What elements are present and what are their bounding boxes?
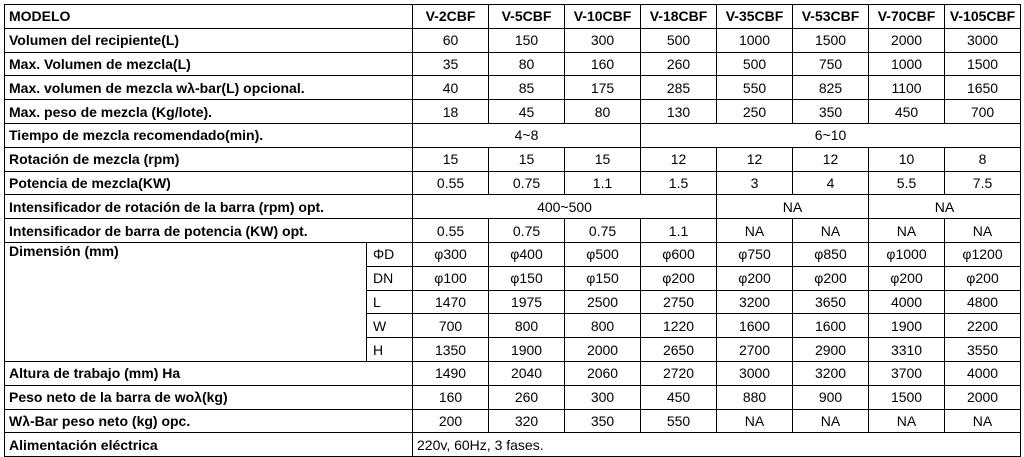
dimension-sublabel: W [367,314,413,338]
cell-value: 800 [489,314,565,338]
cell-value: 260 [641,52,717,76]
row-altura_trabajo [5,361,1021,385]
cell-value: 15 [413,147,489,171]
cell-value: 1650 [945,76,1021,100]
cell-value: 3200 [717,290,793,314]
cell-value: 285 [641,76,717,100]
row-rotacion_mezcla [5,147,1021,171]
cell-value: 1.1 [565,171,641,195]
cell-value: NA [793,409,869,433]
cell-value: 3310 [869,338,945,362]
cell-value: NA [717,409,793,433]
row-peso_neto_barra [5,385,1021,409]
cell-value: 250 [717,100,793,124]
cell-value: 2000 [869,28,945,52]
cell-value: 1490 [413,361,489,385]
cell-value: 0.55 [413,171,489,195]
cell-value: 1900 [869,314,945,338]
cell-value: NA [869,409,945,433]
cell-value: 700 [945,100,1021,124]
cell-value: 350 [565,409,641,433]
cell-value: 300 [565,385,641,409]
dimension-sublabel: DN [367,266,413,290]
cell-value: 500 [717,52,793,76]
cell-value: 200 [413,409,489,433]
cell-value: 8 [945,147,1021,171]
cell-value: NA [793,219,869,243]
cell-value: 35 [413,52,489,76]
cell-value: 880 [717,385,793,409]
cell-value: φ150 [565,266,641,290]
cell-value: φ200 [869,266,945,290]
cell-value: 160 [413,385,489,409]
model-header-label: MODELO [5,5,413,29]
cell-value: 800 [565,314,641,338]
cell-value: 3550 [945,338,1021,362]
model-name: V-35CBF [717,5,793,29]
row-label: Volumen del recipiente(L) [5,28,413,52]
cell-value: 450 [641,385,717,409]
cell-value: NA [945,409,1021,433]
row-label: Intensificador de rotación de la barra (rpm) opt. [5,195,413,219]
cell-value: 0.75 [489,219,565,243]
cell-value: 1500 [869,385,945,409]
model-name: V-10CBF [565,5,641,29]
row-label: Max. volumen de mezcla wλ-bar(L) opcional. [5,76,413,100]
cell-value: 4000 [945,361,1021,385]
cell-value: φ850 [793,242,869,266]
cell-value: 2500 [565,290,641,314]
cell-value: φ150 [489,266,565,290]
cell-value-merged: 4~8 [413,123,641,147]
cell-value: φ500 [565,242,641,266]
row-label: Tiempo de mezcla recomendado(min). [5,123,413,147]
model-name: V-53CBF [793,5,869,29]
dimension-sublabel: L [367,290,413,314]
cell-value: 2200 [945,314,1021,338]
cell-value: 18 [413,100,489,124]
cell-value: φ200 [793,266,869,290]
cell-value: 320 [489,409,565,433]
cell-value: 10 [869,147,945,171]
cell-value: 2700 [717,338,793,362]
cell-value: 0.55 [413,219,489,243]
cell-value: 12 [641,147,717,171]
cell-value: 2720 [641,361,717,385]
model-name: V-105CBF [945,5,1021,29]
cell-value: 5.5 [869,171,945,195]
cell-value: 4000 [869,290,945,314]
cell-value: 2040 [489,361,565,385]
row-label: Max. peso de mezcla (Kg/lote). [5,100,413,124]
cell-value: 2000 [945,385,1021,409]
row-tiempo_mezcla [5,123,1021,147]
cell-value: 2750 [641,290,717,314]
cell-value: 4800 [945,290,1021,314]
cell-value: 4 [793,171,869,195]
row-potencia_mezcla [5,171,1021,195]
cell-value: 3700 [869,361,945,385]
cell-value: 1500 [945,52,1021,76]
cell-value: 85 [489,76,565,100]
cell-value-merged: 400~500 [413,195,717,219]
cell-value: 15 [565,147,641,171]
cell-value: 1600 [793,314,869,338]
cell-value: φ200 [641,266,717,290]
cell-value: 900 [793,385,869,409]
cell-value-merged: NA [869,195,1021,219]
cell-value: 0.75 [489,171,565,195]
row-dimension-0 [5,242,1021,266]
row-label: Peso neto de la barra de woλ(kg) [5,385,413,409]
cell-value: φ1000 [869,242,945,266]
cell-value: 1.5 [641,171,717,195]
cell-value: NA [869,219,945,243]
row-alimentacion [5,433,1021,457]
cell-value-merged: 6~10 [641,123,1021,147]
cell-value: φ300 [413,242,489,266]
row-intensificador_potencia [5,219,1021,243]
cell-value: 150 [489,28,565,52]
cell-value: φ750 [717,242,793,266]
row-label: Max. Volumen de mezcla(L) [5,52,413,76]
cell-value: 1600 [717,314,793,338]
row-label: Wλ-Bar peso neto (kg) opc. [5,409,413,433]
cell-value: 3200 [793,361,869,385]
row-label: Intensificador de barra de potencia (KW) opt. [5,219,413,243]
cell-value: 300 [565,28,641,52]
cell-value: NA [945,219,1021,243]
cell-value: 550 [717,76,793,100]
cell-value: 500 [641,28,717,52]
row-label: Dimensión (mm) [5,242,367,361]
cell-value: 12 [717,147,793,171]
cell-value: φ200 [717,266,793,290]
cell-value: 1000 [717,28,793,52]
cell-value: 1470 [413,290,489,314]
row-label: Alimentación eléctrica [5,433,413,457]
cell-value: 550 [641,409,717,433]
model-name: V-70CBF [869,5,945,29]
dimension-sublabel: H [367,338,413,362]
cell-value: 1100 [869,76,945,100]
row-volumen_recipiente [5,28,1021,52]
cell-value: φ200 [945,266,1021,290]
cell-value: 3650 [793,290,869,314]
cell-value: 80 [489,52,565,76]
cell-value: 60 [413,28,489,52]
cell-value: 750 [793,52,869,76]
cell-value: 3 [717,171,793,195]
row-label: Altura de trabajo (mm) Ha [5,361,413,385]
dimension-sublabel: ΦD [367,242,413,266]
cell-value: 2060 [565,361,641,385]
cell-value: 1000 [869,52,945,76]
row-max_peso_mezcla [5,100,1021,124]
row-label: Potencia de mezcla(KW) [5,171,413,195]
cell-value: 260 [489,385,565,409]
cell-value: 825 [793,76,869,100]
cell-value: 7.5 [945,171,1021,195]
cell-value: 3000 [717,361,793,385]
row-intensificador_rotacion [5,195,1021,219]
cell-value: 350 [793,100,869,124]
cell-value: 12 [793,147,869,171]
cell-value: 80 [565,100,641,124]
spec-table [4,4,1021,457]
cell-value: 450 [869,100,945,124]
row-wbar_peso_neto [5,409,1021,433]
cell-value: 1500 [793,28,869,52]
model-name: V-18CBF [641,5,717,29]
cell-value: 2000 [565,338,641,362]
cell-value: φ600 [641,242,717,266]
cell-value: 15 [489,147,565,171]
cell-value-merged: 220v, 60Hz, 3 fases. [413,433,1021,457]
model-name: V-2CBF [413,5,489,29]
header-row [5,5,1021,29]
cell-value: 1.1 [641,219,717,243]
cell-value: 700 [413,314,489,338]
row-label: Rotación de mezcla (rpm) [5,147,413,171]
cell-value: 3000 [945,28,1021,52]
cell-value: 0.75 [565,219,641,243]
model-name: V-5CBF [489,5,565,29]
row-max_volumen_mezcla [5,52,1021,76]
cell-value: 2900 [793,338,869,362]
cell-value: 1220 [641,314,717,338]
cell-value: 45 [489,100,565,124]
row-max_volumen_opcional [5,76,1021,100]
cell-value: 1900 [489,338,565,362]
cell-value: 1350 [413,338,489,362]
cell-value: φ100 [413,266,489,290]
cell-value: 130 [641,100,717,124]
cell-value: 160 [565,52,641,76]
cell-value: NA [717,219,793,243]
cell-value: 175 [565,76,641,100]
cell-value-merged: NA [717,195,869,219]
cell-value: 40 [413,76,489,100]
cell-value: φ400 [489,242,565,266]
cell-value: 1975 [489,290,565,314]
cell-value: φ1200 [945,242,1021,266]
cell-value: 2650 [641,338,717,362]
